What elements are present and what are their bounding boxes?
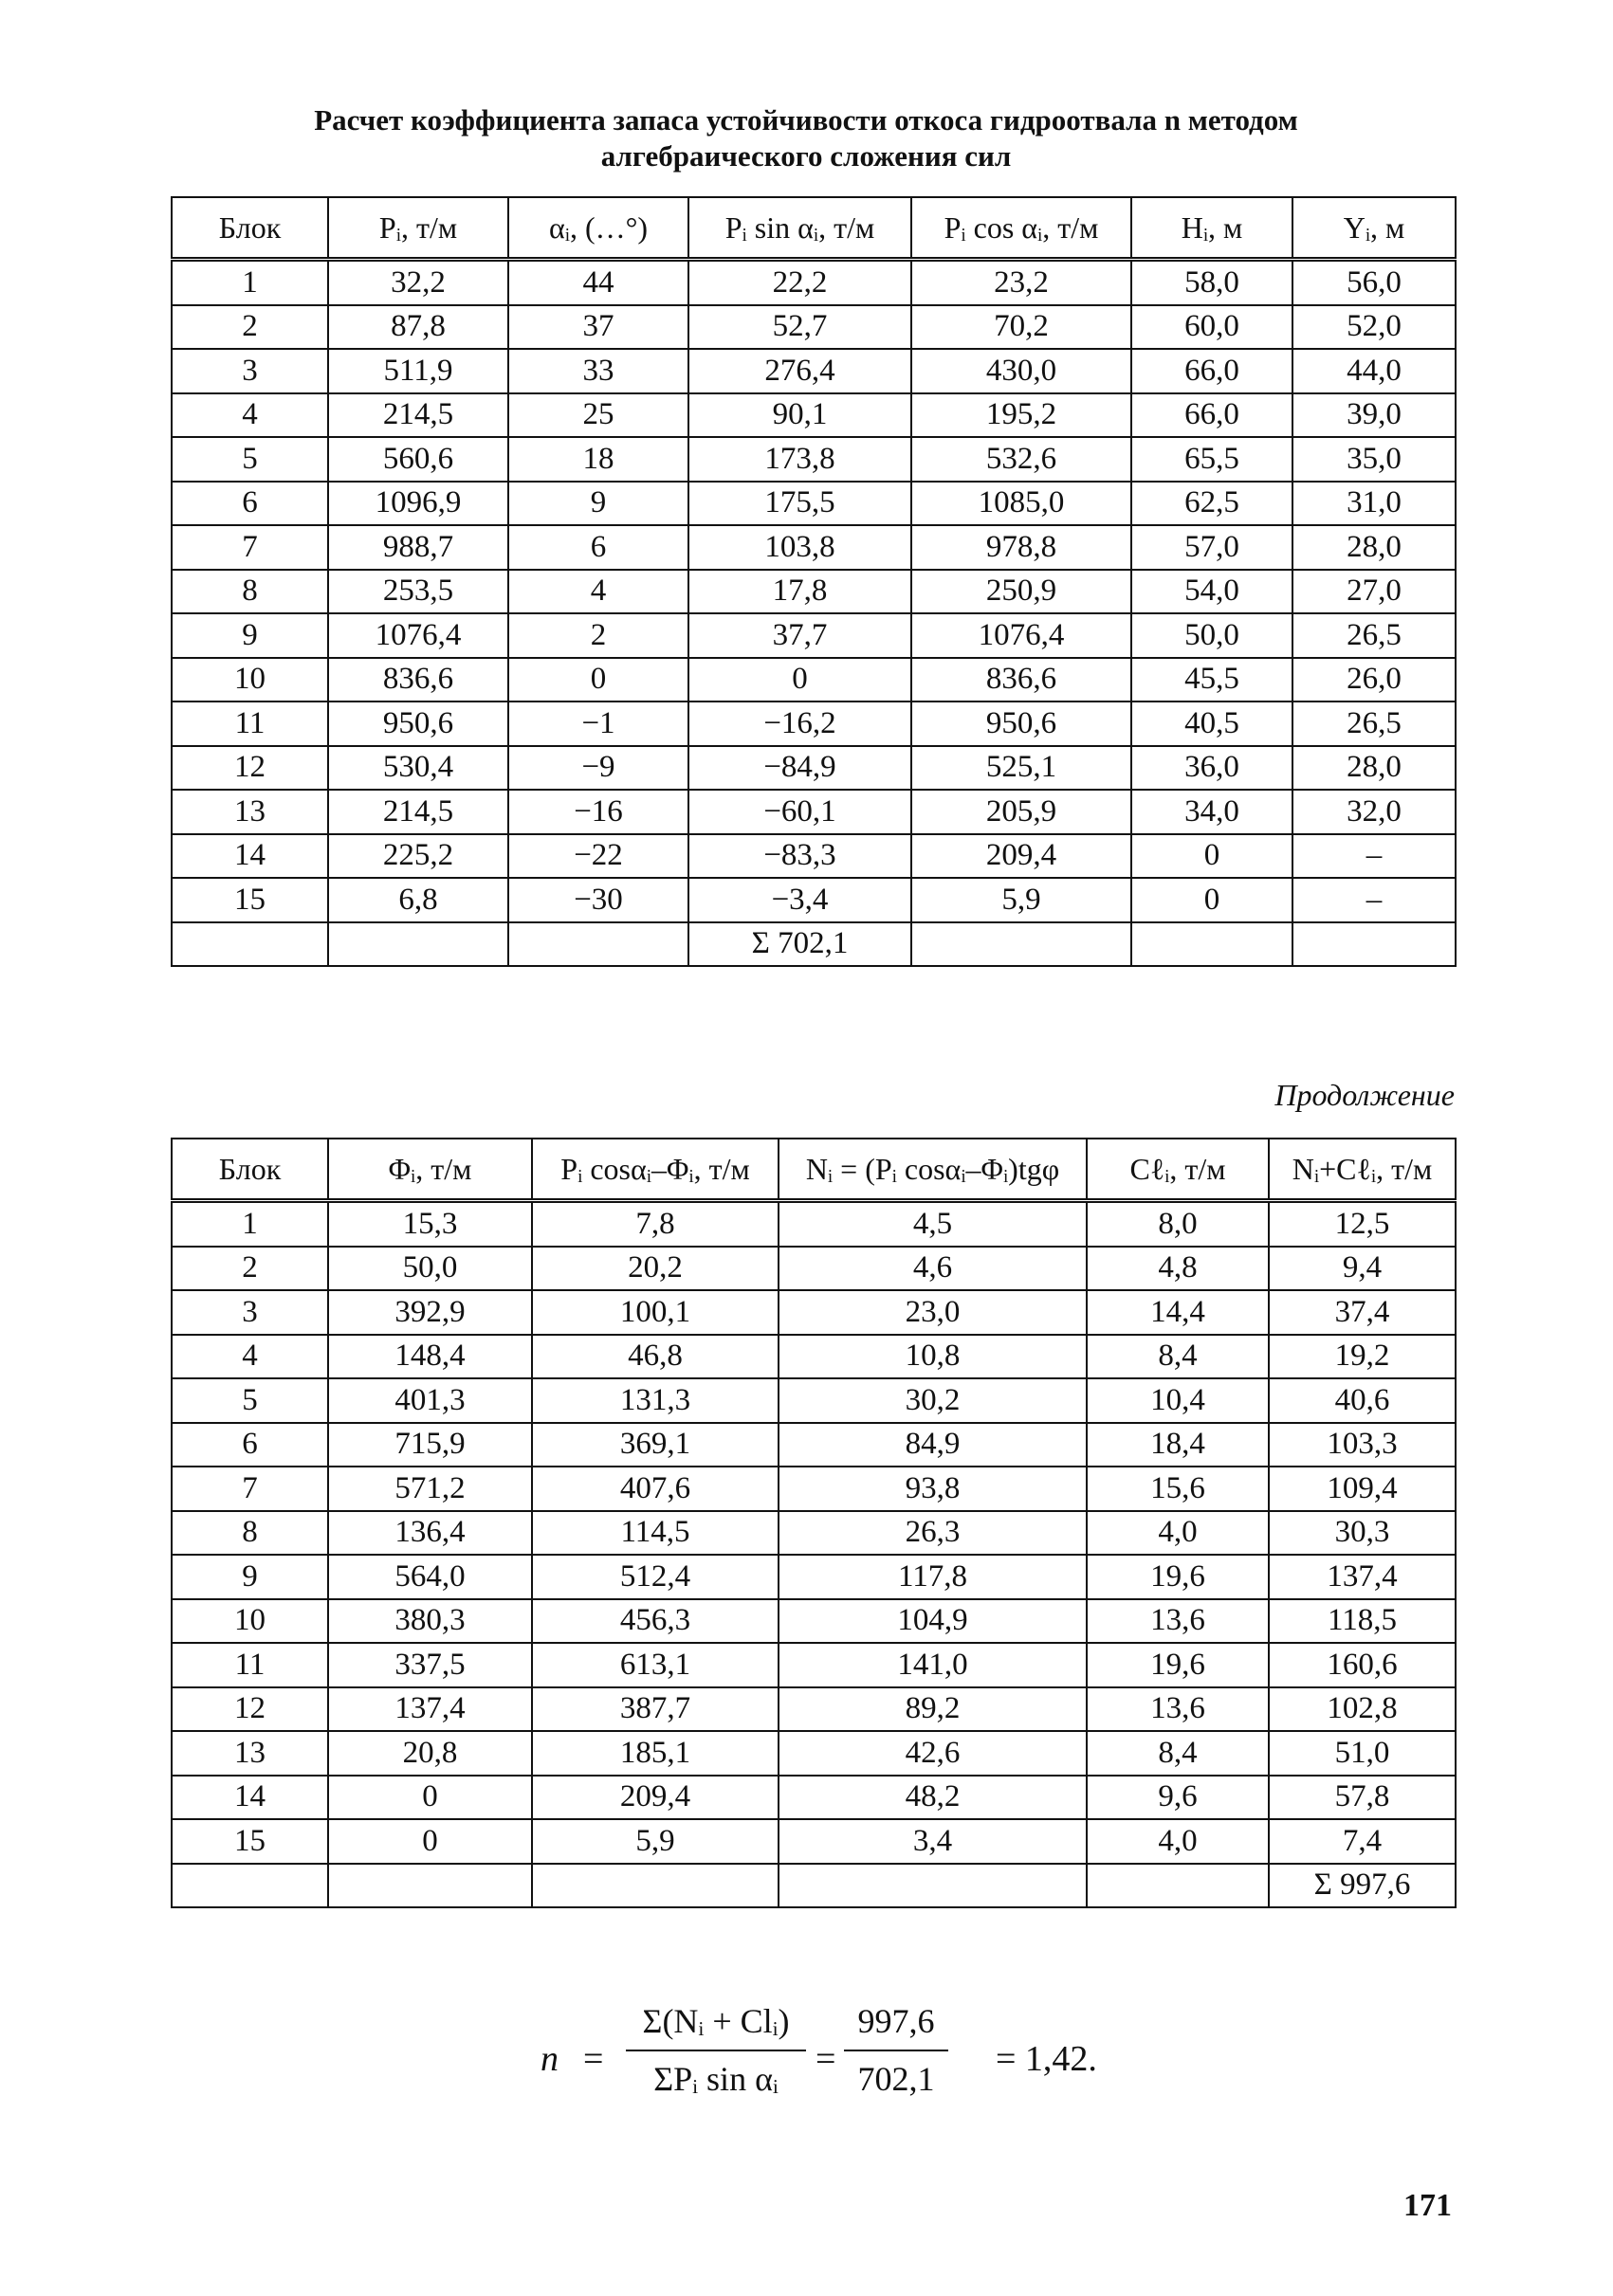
table-cell: 250,9 [911, 570, 1131, 614]
table-row [172, 1423, 1456, 1467]
table-cell: 15,6 [1087, 1467, 1269, 1511]
table-cell: 52,0 [1292, 305, 1456, 350]
table-cell: 45,5 [1131, 658, 1292, 702]
table-cell: 11 [172, 1643, 328, 1687]
table-cell: 141,0 [779, 1643, 1087, 1687]
table-cell: 950,6 [911, 702, 1131, 746]
table-cell: 33 [508, 349, 688, 393]
table-cell: 103,8 [688, 525, 911, 570]
table-cell: 10 [172, 658, 328, 702]
table-row [172, 834, 1456, 879]
table-cell: 8 [172, 570, 328, 614]
table-cell: 37,7 [688, 613, 911, 658]
table-cell: 13 [172, 790, 328, 834]
table-cell: 40,5 [1131, 702, 1292, 746]
table-row [172, 570, 1456, 614]
table-cell: 7 [172, 1467, 328, 1511]
table-cell: 46,8 [532, 1335, 779, 1379]
table-cell: 37 [508, 305, 688, 350]
table-cell: 15 [172, 1819, 328, 1864]
table-cell: 42,6 [779, 1731, 1087, 1776]
column-header: Nᵢ+Cℓᵢ, т/м [1269, 1139, 1456, 1201]
table-cell: 3 [172, 349, 328, 393]
table-cell: 18,4 [1087, 1423, 1269, 1467]
table-cell: 37,4 [1269, 1290, 1456, 1335]
table-cell: 6 [508, 525, 688, 570]
table-cell: 114,5 [532, 1511, 779, 1556]
column-header: Φᵢ, т/м [328, 1139, 532, 1201]
table-cell: 4,5 [779, 1201, 1087, 1247]
table-cell: 430,0 [911, 349, 1131, 393]
table-cell: 8,0 [1087, 1201, 1269, 1247]
table-row [172, 1776, 1456, 1820]
table-cell: 50,0 [1131, 613, 1292, 658]
table-cell: 2 [508, 613, 688, 658]
table-cell: 7,8 [532, 1201, 779, 1247]
table-cell: 9 [508, 482, 688, 526]
table-row [172, 1599, 1456, 1644]
title-line-2: алгебраического сложения сил [600, 139, 1012, 173]
table-cell: 117,8 [779, 1555, 1087, 1599]
table-cell: 148,4 [328, 1335, 532, 1379]
table-cell: 8,4 [1087, 1335, 1269, 1379]
formula-num-value: 997,6 [857, 2002, 935, 2040]
table-cell: 4 [508, 570, 688, 614]
stability-table-part-1 [171, 196, 1457, 967]
table-cell: 58,0 [1131, 260, 1292, 305]
table-cell: 978,8 [911, 525, 1131, 570]
table-row [172, 1643, 1456, 1687]
table-cell: 19,2 [1269, 1335, 1456, 1379]
empty-cell [328, 1864, 532, 1908]
table-cell: 31,0 [1292, 482, 1456, 526]
table-cell: 20,2 [532, 1247, 779, 1291]
table-cell: 613,1 [532, 1643, 779, 1687]
empty-cell [172, 922, 328, 967]
table-cell: 988,7 [328, 525, 508, 570]
table-cell: 23,0 [779, 1290, 1087, 1335]
table-cell: 525,1 [911, 746, 1131, 791]
table-cell: 11 [172, 702, 328, 746]
table-row [172, 1335, 1456, 1379]
table-cell: 1 [172, 260, 328, 305]
table-cell: 512,4 [532, 1555, 779, 1599]
table-cell: 54,0 [1131, 570, 1292, 614]
table-cell: 20,8 [328, 1731, 532, 1776]
table-cell: 30,2 [779, 1378, 1087, 1423]
table-cell: 5,9 [532, 1819, 779, 1864]
table-cell: 209,4 [532, 1776, 779, 1820]
sum-row [172, 1864, 1456, 1908]
table-cell: 0 [508, 658, 688, 702]
continuation-label: Продолжение [1274, 1078, 1455, 1112]
table-cell: 34,0 [1131, 790, 1292, 834]
table-cell: 276,4 [688, 349, 911, 393]
table-cell: 93,8 [779, 1467, 1087, 1511]
table-cell: 90,1 [688, 393, 911, 438]
table-cell: −1 [508, 702, 688, 746]
table-cell: 8 [172, 1511, 328, 1556]
table-row [172, 1819, 1456, 1864]
table-cell: −84,9 [688, 746, 911, 791]
table-header-row [172, 197, 1456, 260]
table-cell: 66,0 [1131, 393, 1292, 438]
sum-row [172, 922, 1456, 967]
table-cell: 28,0 [1292, 525, 1456, 570]
table-cell: −60,1 [688, 790, 911, 834]
table-cell: 1 [172, 1201, 328, 1247]
table-cell: – [1292, 834, 1456, 879]
table-cell: 131,3 [532, 1378, 779, 1423]
empty-cell [508, 922, 688, 967]
table-cell: 9 [172, 1555, 328, 1599]
table-cell: 137,4 [328, 1687, 532, 1732]
table-cell: 1076,4 [911, 613, 1131, 658]
table-row [172, 790, 1456, 834]
table-cell: 8,4 [1087, 1731, 1269, 1776]
table-cell: −83,3 [688, 834, 911, 879]
sum-cell: Σ 997,6 [1269, 1864, 1456, 1908]
table-cell: 532,6 [911, 437, 1131, 482]
table-cell: 185,1 [532, 1731, 779, 1776]
table-cell: 4,0 [1087, 1819, 1269, 1864]
empty-cell [779, 1864, 1087, 1908]
table-cell: 32,0 [1292, 790, 1456, 834]
table-cell: 62,5 [1131, 482, 1292, 526]
table-cell: – [1292, 878, 1456, 922]
table-cell: 836,6 [911, 658, 1131, 702]
table-cell: 2 [172, 1247, 328, 1291]
table-cell: 89,2 [779, 1687, 1087, 1732]
page-title [171, 102, 1441, 174]
table-cell: 44,0 [1292, 349, 1456, 393]
empty-cell [1292, 922, 1456, 967]
table-cell: 160,6 [1269, 1643, 1456, 1687]
table-cell: 387,7 [532, 1687, 779, 1732]
column-header: Pᵢ, т/м [328, 197, 508, 260]
table-cell: 337,5 [328, 1643, 532, 1687]
table-row [172, 305, 1456, 350]
empty-cell [172, 1864, 328, 1908]
table-cell: 56,0 [1292, 260, 1456, 305]
table-cell: 214,5 [328, 393, 508, 438]
table-row [172, 878, 1456, 922]
table-cell: 35,0 [1292, 437, 1456, 482]
table-cell: 13,6 [1087, 1687, 1269, 1732]
table-cell: 2 [172, 305, 328, 350]
table-cell: 1096,9 [328, 482, 508, 526]
table-cell: 84,9 [779, 1423, 1087, 1467]
table-cell: 6 [172, 1423, 328, 1467]
formula-den-value: 702,1 [857, 2060, 935, 2098]
table-cell: 456,3 [532, 1599, 779, 1644]
column-header: Блок [172, 1139, 328, 1201]
table-cell: 19,6 [1087, 1643, 1269, 1687]
table-cell: 26,3 [779, 1511, 1087, 1556]
table-cell: 0 [328, 1819, 532, 1864]
table-cell: 4,0 [1087, 1511, 1269, 1556]
table-row [172, 1290, 1456, 1335]
table-cell: 103,3 [1269, 1423, 1456, 1467]
table-cell: 836,6 [328, 658, 508, 702]
table-cell: 380,3 [328, 1599, 532, 1644]
table-body [172, 1201, 1456, 1908]
table-cell: 7,4 [1269, 1819, 1456, 1864]
table-cell: 13 [172, 1731, 328, 1776]
page-number: 171 [1403, 2188, 1452, 2223]
table-cell: 26,0 [1292, 658, 1456, 702]
table-cell: 26,5 [1292, 613, 1456, 658]
table-cell: 102,8 [1269, 1687, 1456, 1732]
table-row [172, 1467, 1456, 1511]
table-cell: 23,2 [911, 260, 1131, 305]
table-row [172, 437, 1456, 482]
table-row [172, 1247, 1456, 1291]
table-cell: 36,0 [1131, 746, 1292, 791]
table-cell: 9,4 [1269, 1247, 1456, 1291]
table-cell: 715,9 [328, 1423, 532, 1467]
column-header: Pᵢ cosαᵢ–Φᵢ, т/м [532, 1139, 779, 1201]
table-cell: −16,2 [688, 702, 911, 746]
table-cell: 9,6 [1087, 1776, 1269, 1820]
table-cell: 5 [172, 1378, 328, 1423]
table-cell: 253,5 [328, 570, 508, 614]
table-cell: 511,9 [328, 349, 508, 393]
table-cell: 109,4 [1269, 1467, 1456, 1511]
table-cell: 27,0 [1292, 570, 1456, 614]
table-cell: 40,6 [1269, 1378, 1456, 1423]
column-header: Nᵢ = (Pᵢ cosαᵢ–Φᵢ)tgφ [779, 1139, 1087, 1201]
table-cell: 225,2 [328, 834, 508, 879]
table-row [172, 482, 1456, 526]
table-cell: −30 [508, 878, 688, 922]
column-header: Блок [172, 197, 328, 260]
formula-numeric-fraction [844, 1995, 948, 2105]
safety-factor-formula [541, 1995, 1109, 2119]
table-cell: −9 [508, 746, 688, 791]
formula-equals-2: = [816, 2039, 836, 2079]
table-cell: 57,8 [1269, 1776, 1456, 1820]
formula-numerator: Σ(Nᵢ + Clᵢ) [642, 2002, 790, 2040]
table-cell: 571,2 [328, 1467, 532, 1511]
table-cell: 15,3 [328, 1201, 532, 1247]
table-row [172, 1201, 1456, 1247]
column-header: αᵢ, (…°) [508, 197, 688, 260]
table-cell: 13,6 [1087, 1599, 1269, 1644]
formula-denominator: ΣPᵢ sin αᵢ [653, 2060, 779, 2098]
table-cell: 4 [172, 393, 328, 438]
table-cell: 214,5 [328, 790, 508, 834]
formula-lhs: n [541, 2039, 559, 2079]
empty-cell [1087, 1864, 1269, 1908]
table-cell: 18 [508, 437, 688, 482]
table-cell: 209,4 [911, 834, 1131, 879]
table-cell: −3,4 [688, 878, 911, 922]
table-cell: −16 [508, 790, 688, 834]
table-cell: 14 [172, 1776, 328, 1820]
table-cell: 3,4 [779, 1819, 1087, 1864]
formula-result: = 1,42. [996, 2039, 1097, 2079]
table-row [172, 746, 1456, 791]
table-row [172, 260, 1456, 305]
table-row [172, 349, 1456, 393]
table-cell: 4 [172, 1335, 328, 1379]
table-row [172, 525, 1456, 570]
table-cell: 15 [172, 878, 328, 922]
table-cell: 4,6 [779, 1247, 1087, 1291]
table-cell: 407,6 [532, 1467, 779, 1511]
table-cell: 70,2 [911, 305, 1131, 350]
table-cell: 10 [172, 1599, 328, 1644]
table-cell: 136,4 [328, 1511, 532, 1556]
table-cell: 10,8 [779, 1335, 1087, 1379]
table-cell: 175,5 [688, 482, 911, 526]
table-cell: 60,0 [1131, 305, 1292, 350]
table-row [172, 613, 1456, 658]
table-cell: 25 [508, 393, 688, 438]
table-cell: 19,6 [1087, 1555, 1269, 1599]
table-cell: 17,8 [688, 570, 911, 614]
table-cell: 100,1 [532, 1290, 779, 1335]
table-cell: 50,0 [328, 1247, 532, 1291]
table-cell: −22 [508, 834, 688, 879]
empty-cell [1131, 922, 1292, 967]
column-header: Yᵢ, м [1292, 197, 1456, 260]
table-cell: 104,9 [779, 1599, 1087, 1644]
table-cell: 65,5 [1131, 437, 1292, 482]
fraction-bar [844, 2050, 948, 2051]
title-line-1: Расчет коэффициента запаса устойчивости откоса гидроотвала n методом [314, 103, 1298, 137]
table-cell: 14,4 [1087, 1290, 1269, 1335]
table-cell: 137,4 [1269, 1555, 1456, 1599]
table-header-row [172, 1139, 1456, 1201]
table-cell: 205,9 [911, 790, 1131, 834]
table-cell: 66,0 [1131, 349, 1292, 393]
table-cell: 530,4 [328, 746, 508, 791]
column-header: Cℓᵢ, т/м [1087, 1139, 1269, 1201]
formula-equals: = [583, 2039, 604, 2079]
table-cell: 1085,0 [911, 482, 1131, 526]
table-cell: 87,8 [328, 305, 508, 350]
table-cell: 10,4 [1087, 1378, 1269, 1423]
table-cell: 44 [508, 260, 688, 305]
table-cell: 560,6 [328, 437, 508, 482]
table-cell: 12 [172, 1687, 328, 1732]
table-cell: 392,9 [328, 1290, 532, 1335]
column-header: Hᵢ, м [1131, 197, 1292, 260]
table-row [172, 1555, 1456, 1599]
table-cell: 52,7 [688, 305, 911, 350]
table-cell: 6,8 [328, 878, 508, 922]
table-cell: 9 [172, 613, 328, 658]
empty-cell [532, 1864, 779, 1908]
table-cell: 6 [172, 482, 328, 526]
table-cell: 14 [172, 834, 328, 879]
table-cell: 1076,4 [328, 613, 508, 658]
table-cell: 51,0 [1269, 1731, 1456, 1776]
table-cell: 564,0 [328, 1555, 532, 1599]
table-cell: 5 [172, 437, 328, 482]
formula-symbolic-fraction [626, 1995, 806, 2105]
table-cell: 4,8 [1087, 1247, 1269, 1291]
empty-cell [911, 922, 1131, 967]
table-cell: 118,5 [1269, 1599, 1456, 1644]
table-row [172, 1687, 1456, 1732]
table-cell: 0 [1131, 834, 1292, 879]
table-row [172, 1731, 1456, 1776]
stability-table-part-2 [171, 1138, 1457, 1908]
table-cell: 26,5 [1292, 702, 1456, 746]
fraction-bar [626, 2050, 806, 2051]
table-cell: 369,1 [532, 1423, 779, 1467]
table-cell: 173,8 [688, 437, 911, 482]
table-cell: 48,2 [779, 1776, 1087, 1820]
table-cell: 12 [172, 746, 328, 791]
table-cell: 3 [172, 1290, 328, 1335]
table-cell: 39,0 [1292, 393, 1456, 438]
empty-cell [328, 922, 508, 967]
table-cell: 32,2 [328, 260, 508, 305]
sum-cell: Σ 702,1 [688, 922, 911, 967]
table-row [172, 393, 1456, 438]
table-body [172, 260, 1456, 967]
table-cell: 0 [1131, 878, 1292, 922]
column-header: Pᵢ sin αᵢ, т/м [688, 197, 911, 260]
table-cell: 7 [172, 525, 328, 570]
table-cell: 22,2 [688, 260, 911, 305]
table-row [172, 1511, 1456, 1556]
table-cell: 12,5 [1269, 1201, 1456, 1247]
table-cell: 195,2 [911, 393, 1131, 438]
table-cell: 0 [328, 1776, 532, 1820]
table-cell: 57,0 [1131, 525, 1292, 570]
table-cell: 0 [688, 658, 911, 702]
table-cell: 5,9 [911, 878, 1131, 922]
table-row [172, 1378, 1456, 1423]
column-header: Pᵢ cos αᵢ, т/м [911, 197, 1131, 260]
table-cell: 28,0 [1292, 746, 1456, 791]
table-cell: 401,3 [328, 1378, 532, 1423]
table-cell: 950,6 [328, 702, 508, 746]
table-row [172, 702, 1456, 746]
table-cell: 30,3 [1269, 1511, 1456, 1556]
table-row [172, 658, 1456, 702]
